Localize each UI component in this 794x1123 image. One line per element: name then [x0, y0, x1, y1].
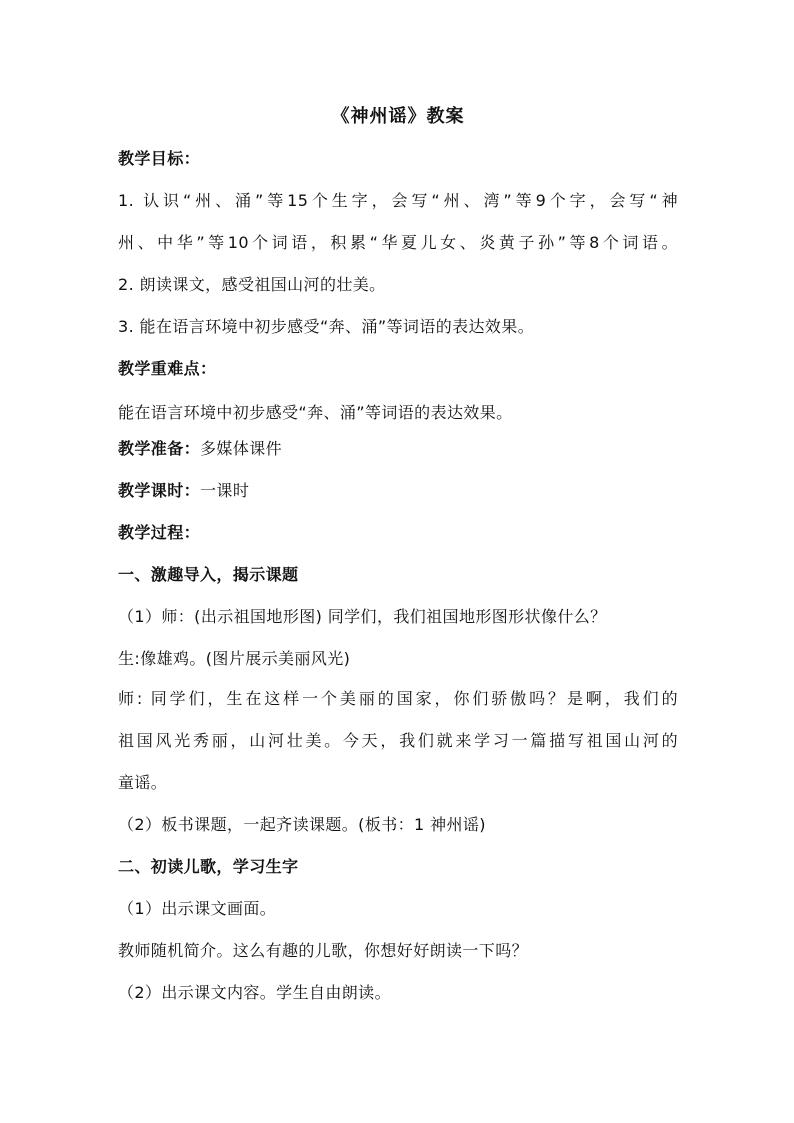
section1-line: 祖国风光秀丽，山河壮美。今天，我们就来学习一篇描写祖国山河的	[118, 731, 678, 750]
objective-line-4: 3. 能在语言环境中初步感受“奔、涌”等词语的表达效果。	[118, 317, 535, 336]
section1-line: 童谣。	[118, 773, 168, 792]
section1-line: 师: 同学们，生在这样一个美丽的国家，你们骄傲吗？是啊，我们的	[118, 689, 678, 708]
document-title: 《神州谣》教案	[331, 106, 465, 127]
section1-line: （1）师：(出示祖国地形图) 同学们，我们祖国地形图形状像什么？	[118, 607, 607, 626]
section1-heading: 一、激趣导入，揭示课题	[118, 565, 299, 584]
objective-line-1: 1. 认识“州、涌”等15个生字，会写“州、湾”等9个字，会写“神	[118, 191, 678, 210]
key-points-text: 能在语言环境中初步感受“奔、涌”等词语的表达效果。	[118, 403, 513, 422]
class-hours-row	[118, 480, 678, 502]
preparation-row	[118, 438, 678, 460]
process-heading: 教学过程：	[118, 523, 201, 542]
objective-line-3: 2. 朗读课文，感受祖国山河的壮美。	[118, 275, 386, 294]
objective-line-2: 州、中华”等10个词语，积累“华夏儿女、炎黄子孙”等8个词语。	[118, 233, 678, 252]
preparation-value: 多媒体课件	[200, 439, 283, 458]
class-hours-label: 教学课时：	[118, 481, 201, 500]
class-hours-value: 一课时	[200, 481, 250, 500]
key-points-heading: 教学重难点：	[118, 359, 217, 378]
preparation-label: 教学准备：	[118, 439, 201, 458]
section2-heading: 二、初读儿歌，学习生字	[118, 857, 299, 876]
section2-line: （1）出示课文画面。	[118, 899, 277, 918]
section2-line: 教师随机简介。这么有趣的儿歌，你想好好朗读一下吗？	[118, 941, 529, 960]
objectives-heading: 教学目标：	[118, 149, 201, 168]
section1-line: （2）板书课题，一起齐读课题。(板书：1 神州谣)	[118, 815, 486, 834]
section1-line: 生:像雄鸡。(图片展示美丽风光)	[118, 649, 351, 668]
section2-line: （2）出示课文内容。学生自由朗读。	[118, 983, 391, 1002]
